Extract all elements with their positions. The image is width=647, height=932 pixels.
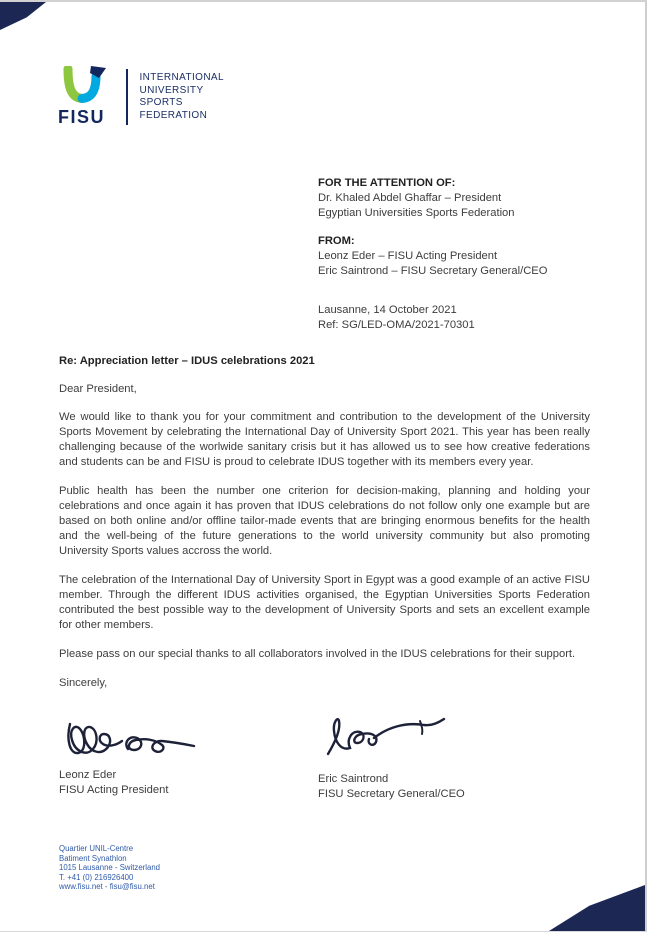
logo-divider [126,69,128,125]
leonz-eder-signature [62,714,212,764]
footer-line: Batiment Synathlon [59,853,127,863]
from-heading: FROM: [318,234,355,247]
org-name-line: UNIVERSITY [139,84,204,96]
letter-body [59,354,590,691]
fisu-logo-block [58,66,224,128]
footer-line: 1015 Lausanne - Switzerland [59,863,160,873]
signer-left [59,768,168,798]
meta-block [318,303,598,333]
fisu-u-icon [58,66,108,106]
paragraph: The celebration of the International Day of University Sport in Egypt was a good example of an active FISU member. Through the different IDUS activities organised, the Egyptian Universities Sports Federation contributed the best possible way to the development of University Sports and sets an excellent example for other members. [59,574,590,631]
org-name [140,72,224,122]
attention-line: Dr. Khaled Abdel Ghaffar – President [318,192,502,205]
eric-saintrond-signature [312,714,452,764]
footer-line: Quartier UNIL-Centre [59,844,134,853]
from-block [318,234,598,280]
closing: Sincerely, [59,677,108,689]
fisu-logo [58,66,108,128]
footer-line: www.fisu.net - fisu@fisu.net [59,882,155,892]
footer-address [59,844,160,892]
org-name-line: SPORTS [139,97,183,108]
org-name-line: FEDERATION [139,109,208,121]
signer-name: Leonz Eder [59,769,117,781]
signer-title: FISU Acting President [59,784,169,796]
attention-line: Egyptian Universities Sports Federation [318,207,515,220]
signer-name: Eric Saintrond [318,773,389,785]
from-line: Leonz Eder – FISU Acting President [318,249,498,262]
org-name-line: INTERNATIONAL [139,72,224,83]
fisu-wordmark: FISU [58,107,106,127]
top-left-corner-decoration [0,2,46,30]
attention-heading: FOR THE ATTENTION OF: [318,177,456,189]
paragraph: We would like to thank you for your commitment and contribution to the development of the University Sports Movement by celebrating the International Day of University Sport 2021. This year has been really challenging because of the worlwide sanitary crisis but it has allowed us to see how creative federations and students can be and FISU is proud to celebrate IDUS together with its members every year. [59,411,590,468]
attention-block [318,176,598,222]
bottom-right-corner-decoration [549,885,645,931]
signer-right [318,772,465,802]
footer-line: T. +41 (0) 216926400 [59,872,134,882]
signer-title: FISU Secretary General/CEO [318,788,465,800]
paragraph: Public health has been the number one criterion for decision-making, planning and holding your celebrations and once again it has proven that IDUS celebrations do not follow only one example but are based on both online and/or offline tailor-made events that are bringing enormous benefits for the health and the well-being of the future generations to the world university community but also promoting University Sports values accross the world. [59,485,590,557]
header-address-column [318,176,598,334]
paragraph: Please pass on our special thanks to all collaborators involved in the IDUS celebrations for their support. [59,648,576,660]
subject-line: Re: Appreciation letter – IDUS celebrations 2021 [59,355,315,367]
reference-number: Ref: SG/LED-OMA/2021-70301 [318,319,475,332]
from-line: Eric Saintrond – FISU Secretary General/CEO [318,265,548,278]
place-date: Lausanne, 14 October 2021 [318,304,457,317]
salutation: Dear President, [59,383,137,395]
